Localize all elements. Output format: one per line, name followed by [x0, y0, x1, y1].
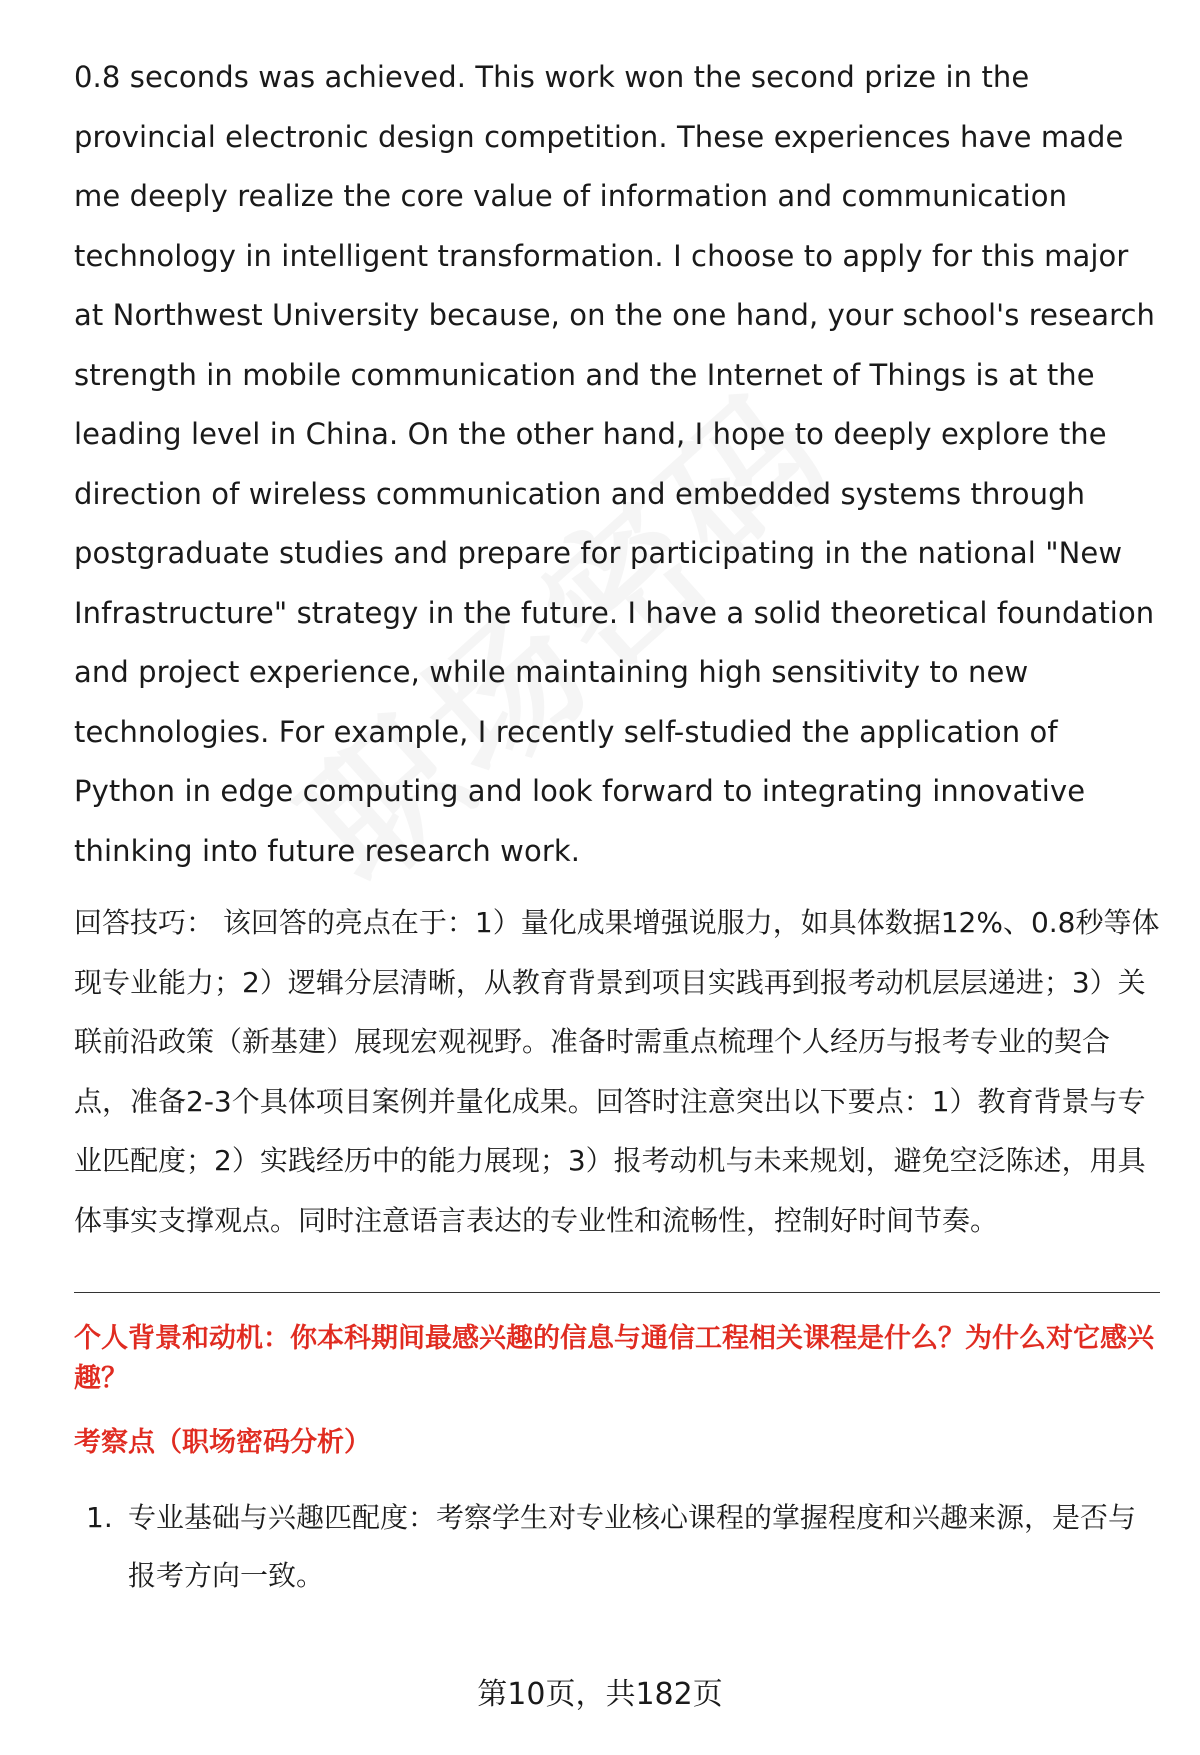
list-item-text: 专业基础与兴趣匹配度：考察学生对专业核心课程的掌握程度和兴趣来源，是否与报考方向一致。: [128, 1501, 1137, 1592]
section-divider: [74, 1292, 1160, 1293]
assessment-list: [74, 1489, 1160, 1605]
question-heading: 个人背景和动机：你本科期间最感兴趣的信息与通信工程相关课程是什么？为什么对它感兴趣？: [74, 1323, 1154, 1394]
document-page: [74, 48, 1160, 1605]
page-footer: 第10页，共182页: [477, 1677, 723, 1712]
intro-paragraph: 0.8 seconds was achieved. This work won the second prize in the provincial electronic design competition. These experiences have made me deeply realize the core value of information and communication technology in intelligent transformation. I choose to apply for this major at Northwest University because, on the one hand, your school's research strength in mobile communication and the Internet of Things is at the leading level in China. On the other hand, I hope to deeply explore the direction of wireless communication and embedded systems through postgraduate studies and prepare for participating in the national "New Infrastructure" strategy in the future. I have a solid theoretical foundation and project experience, while maintaining high sensitivity to new technologies. For example, I recently self-studied the application of Python in edge computing and look forward to integrating innovative thinking into future research work.: [74, 60, 1156, 868]
list-item: [74, 1489, 1160, 1605]
tips-paragraph: 回答技巧： 该回答的亮点在于：1）量化成果增强说服力，如具体数据12%、0.8秒等体现专业能力；2）逻辑分层清晰，从教育背景到项目实践再到报考动机层层递进；3）关联前沿政策（新基建）展现宏观视野。准备时需重点梳理个人经历与报考专业的契合点，准备2-3个具体项目案例并量化成果。回答时注意突出以下要点：1）教育背景与专业匹配度；2）实践经历中的能力展现；3）报考动机与未来规划，避免空泛陈述，用具体事实支撑观点。同时注意语言表达的专业性和流畅性，控制好时间节奏。: [74, 906, 1160, 1237]
section-heading: 考察点（职场密码分析）: [74, 1427, 371, 1458]
list-item-number: 1.: [86, 1501, 113, 1534]
